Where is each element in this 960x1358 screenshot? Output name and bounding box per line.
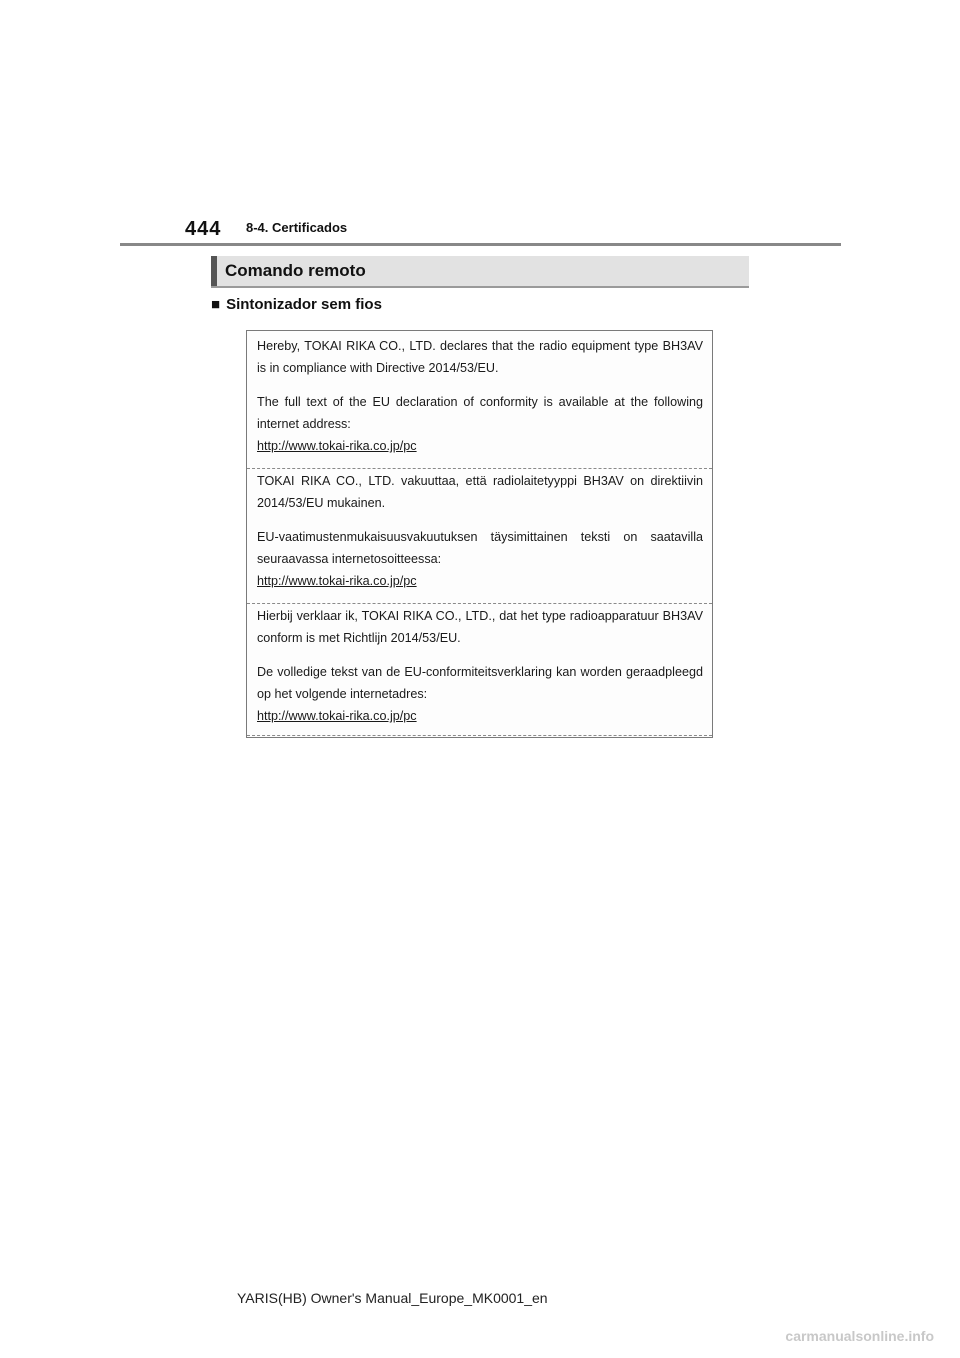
- section-divider: [247, 603, 712, 604]
- watermark: carmanualsonline.info: [785, 1328, 934, 1344]
- declaration-dutch: [247, 605, 712, 735]
- declaration-availability: The full text of the EU declaration of conformity is available at the following internet address:: [257, 395, 703, 431]
- square-bullet-icon: ■: [211, 296, 221, 313]
- declaration-finnish: [247, 470, 712, 604]
- section-divider: [247, 735, 712, 736]
- declaration-availability: EU-vaatimustenmukaisuusvakuutuksen täysimittainen teksti on saatavilla seuraavassa internetosoitteessa:: [257, 530, 703, 566]
- header-rule: [120, 243, 841, 246]
- declaration-availability: De volledige tekst van de EU-conformiteitsverklaring kan worden geraadpleegd op het volgende internetadres:: [257, 665, 703, 701]
- declaration-statement: Hereby, TOKAI RIKA CO., LTD. declares that the radio equipment type BH3AV is in compliance with Directive 2014/53/EU.: [257, 339, 703, 375]
- page-number: 444: [185, 218, 222, 240]
- page-title: Comando remoto: [225, 261, 366, 280]
- declaration-link[interactable]: http://www.tokai-rika.co.jp/pc: [257, 574, 417, 588]
- declaration-box: [246, 330, 713, 738]
- declaration-link[interactable]: http://www.tokai-rika.co.jp/pc: [257, 439, 417, 453]
- declaration-statement: TOKAI RIKA CO., LTD. vakuuttaa, että radiolaitetyyppi BH3AV on direktiivin 2014/53/EU mukainen.: [257, 474, 703, 510]
- footer-text: YARIS(HB) Owner's Manual_Europe_MK0001_en: [237, 1290, 548, 1306]
- declaration-link[interactable]: http://www.tokai-rika.co.jp/pc: [257, 709, 417, 723]
- title-accent: [211, 256, 217, 286]
- subheading: [211, 296, 382, 313]
- subheading-text: Sintonizador sem fios: [226, 296, 382, 313]
- section-title-bar: [211, 256, 749, 288]
- declaration-statement: Hierbij verklaar ik, TOKAI RIKA CO., LTD., dat het type radioapparatuur BH3AV conform is met Richtlijn 2014/53/EU.: [257, 609, 703, 645]
- section-label: 8-4. Certificados: [246, 220, 348, 235]
- declaration-english: [247, 335, 712, 469]
- section-divider: [247, 468, 712, 469]
